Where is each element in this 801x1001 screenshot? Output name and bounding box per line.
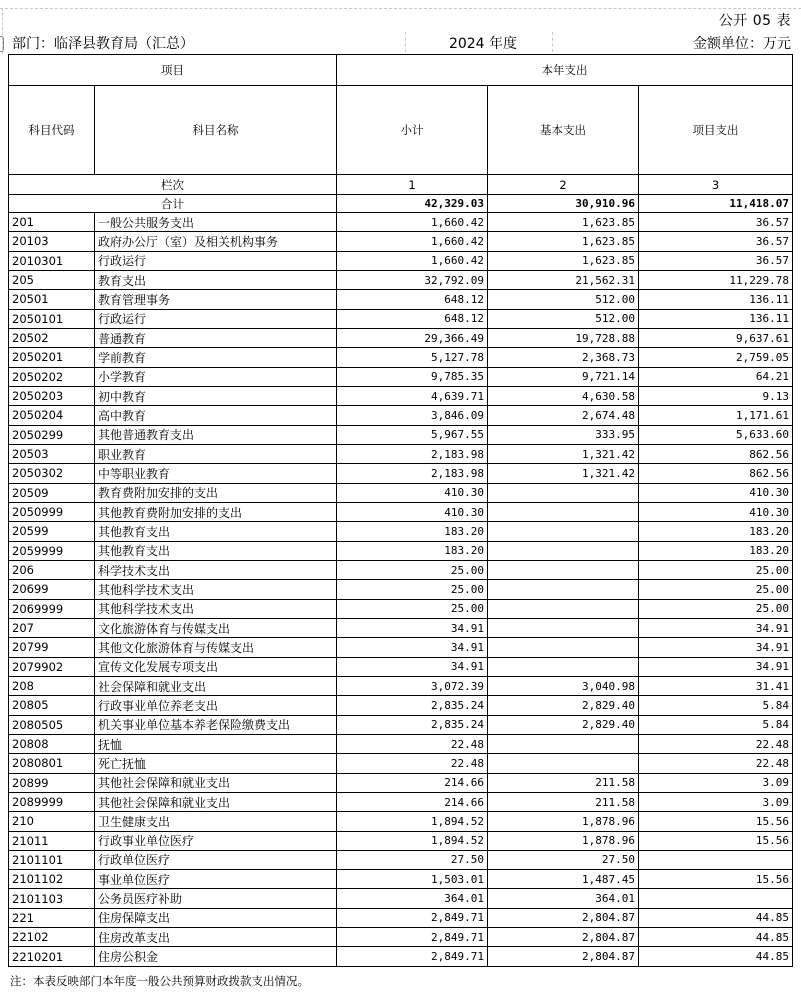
subtotal-cell: 410.30 xyxy=(337,483,488,502)
project-cell: 410.30 xyxy=(639,502,793,521)
table-row xyxy=(9,580,793,599)
subtotal-cell: 25.00 xyxy=(337,580,488,599)
subtotal-cell: 2,835.24 xyxy=(337,715,488,734)
basic-cell: 1,321.42 xyxy=(488,464,639,483)
project-cell: 34.91 xyxy=(639,657,793,676)
project-cell: 25.00 xyxy=(639,580,793,599)
table-row xyxy=(9,541,793,560)
subtotal-cell: 5,967.55 xyxy=(337,425,488,444)
subtotal-cell: 1,503.01 xyxy=(337,870,488,889)
subject-name-cell: 住房公积金 xyxy=(95,947,337,966)
subject-code-cell: 20899 xyxy=(9,773,95,792)
project-cell: 3.09 xyxy=(639,792,793,811)
subtotal-cell: 2,183.98 xyxy=(337,444,488,463)
meta-separator xyxy=(405,32,406,52)
project-cell: 2,759.05 xyxy=(639,348,793,367)
expense-table xyxy=(8,54,793,967)
basic-cell: 1,878.96 xyxy=(488,812,639,831)
subject-name-cell: 小学教育 xyxy=(95,367,337,386)
table-row xyxy=(9,870,793,889)
subject-name-cell: 其他文化旅游体育与传媒支出 xyxy=(95,638,337,657)
basic-cell: 1,878.96 xyxy=(488,831,639,850)
basic-cell: 4,630.58 xyxy=(488,386,639,405)
basic-cell xyxy=(488,580,639,599)
table-row xyxy=(9,270,793,289)
basic-cell xyxy=(488,483,639,502)
table-row xyxy=(9,908,793,927)
basic-cell: 2,804.87 xyxy=(488,947,639,966)
project-cell: 9.13 xyxy=(639,386,793,405)
basic-cell xyxy=(488,560,639,579)
subject-name-cell: 教育管理事务 xyxy=(95,290,337,309)
table-row xyxy=(9,425,793,444)
total-subtotal: 42,329.03 xyxy=(337,195,488,213)
project-cell: 11,229.78 xyxy=(639,270,793,289)
project-cell: 136.11 xyxy=(639,309,793,328)
table-row xyxy=(9,947,793,966)
subject-name-cell: 其他教育支出 xyxy=(95,541,337,560)
subject-code-cell: 20699 xyxy=(9,580,95,599)
subject-name-cell: 教育支出 xyxy=(95,270,337,289)
subject-code-cell: 201 xyxy=(9,213,95,232)
subject-code-cell: 2080505 xyxy=(9,715,95,734)
project-cell: 862.56 xyxy=(639,464,793,483)
basic-cell: 2,829.40 xyxy=(488,696,639,715)
table-row xyxy=(9,754,793,773)
project-cell: 1,171.61 xyxy=(639,406,793,425)
table-row xyxy=(9,618,793,637)
total-row xyxy=(9,195,793,213)
basic-cell: 1,623.85 xyxy=(488,213,639,232)
table-row xyxy=(9,367,793,386)
subject-name-cell: 其他科学技术支出 xyxy=(95,580,337,599)
project-cell: 44.85 xyxy=(639,928,793,947)
subject-name-cell: 社会保障和就业支出 xyxy=(95,676,337,695)
subtotal-cell: 34.91 xyxy=(337,618,488,637)
project-cell: 36.57 xyxy=(639,213,793,232)
subject-code-cell: 20103 xyxy=(9,232,95,251)
subject-name-cell: 其他科学技术支出 xyxy=(95,599,337,618)
table-row xyxy=(9,792,793,811)
basic-cell: 512.00 xyxy=(488,290,639,309)
table-row xyxy=(9,251,793,270)
subject-code-cell: 21011 xyxy=(9,831,95,850)
subtotal-cell: 4,639.71 xyxy=(337,386,488,405)
subject-name-cell: 行政运行 xyxy=(95,309,337,328)
subtotal-cell: 183.20 xyxy=(337,522,488,541)
table-row xyxy=(9,290,793,309)
year-label: 2024 年度 xyxy=(448,36,518,52)
subject-name-cell: 行政事业单位医疗 xyxy=(95,831,337,850)
subtotal-cell: 22.48 xyxy=(337,734,488,753)
basic-cell: 9,721.14 xyxy=(488,367,639,386)
subtotal-cell: 364.01 xyxy=(337,889,488,908)
basic-cell xyxy=(488,599,639,618)
table-row xyxy=(9,348,793,367)
subtotal-cell: 2,183.98 xyxy=(337,464,488,483)
subject-name-cell: 初中教育 xyxy=(95,386,337,405)
header-subject-code: 科目代码 xyxy=(9,86,95,175)
subject-code-cell: 2069999 xyxy=(9,599,95,618)
subject-code-cell: 22102 xyxy=(9,928,95,947)
subject-code-cell: 221 xyxy=(9,908,95,927)
table-row xyxy=(9,889,793,908)
header-current-expense: 本年支出 xyxy=(337,55,793,86)
table-row xyxy=(9,831,793,850)
subtotal-cell: 648.12 xyxy=(337,290,488,309)
subtotal-cell: 648.12 xyxy=(337,309,488,328)
table-row xyxy=(9,560,793,579)
subtotal-cell: 22.48 xyxy=(337,754,488,773)
table-row xyxy=(9,676,793,695)
table-row xyxy=(9,522,793,541)
subject-code-cell: 2050201 xyxy=(9,348,95,367)
project-cell xyxy=(639,850,793,869)
report-meta-row xyxy=(8,32,794,52)
table-row xyxy=(9,502,793,521)
table-row xyxy=(9,386,793,405)
table-row xyxy=(9,464,793,483)
subject-name-cell: 科学技术支出 xyxy=(95,560,337,579)
subject-name-cell: 公务员医疗补助 xyxy=(95,889,337,908)
subject-name-cell: 其他教育费附加安排的支出 xyxy=(95,502,337,521)
table-code-label: 公开 05 表 xyxy=(718,13,791,29)
basic-cell: 27.50 xyxy=(488,850,639,869)
project-cell: 36.57 xyxy=(639,251,793,270)
subtotal-cell: 27.50 xyxy=(337,850,488,869)
table-row xyxy=(9,599,793,618)
subject-name-cell: 中等职业教育 xyxy=(95,464,337,483)
table-row xyxy=(9,638,793,657)
subtotal-cell: 214.66 xyxy=(337,773,488,792)
project-cell: 34.91 xyxy=(639,618,793,637)
sheet-edge-marker xyxy=(0,36,4,52)
basic-cell: 512.00 xyxy=(488,309,639,328)
subject-code-cell: 210 xyxy=(9,812,95,831)
project-cell: 5,633.60 xyxy=(639,425,793,444)
subject-name-cell: 行政单位医疗 xyxy=(95,850,337,869)
table-row xyxy=(9,328,793,347)
subject-code-cell: 2101101 xyxy=(9,850,95,869)
project-cell: 862.56 xyxy=(639,444,793,463)
subject-name-cell: 住房保障支出 xyxy=(95,908,337,927)
subtotal-cell: 29,366.49 xyxy=(337,328,488,347)
total-basic: 30,910.96 xyxy=(488,195,639,213)
header-row-top xyxy=(9,55,793,86)
sheet-gridline-top xyxy=(0,8,801,9)
subject-code-cell: 2050999 xyxy=(9,502,95,521)
table-row xyxy=(9,406,793,425)
project-cell: 36.57 xyxy=(639,232,793,251)
subject-name-cell: 高中教育 xyxy=(95,406,337,425)
subject-code-cell: 207 xyxy=(9,618,95,637)
project-cell: 136.11 xyxy=(639,290,793,309)
header-subtotal: 小计 xyxy=(337,86,488,175)
basic-cell xyxy=(488,657,639,676)
basic-cell xyxy=(488,618,639,637)
project-cell xyxy=(639,889,793,908)
basic-cell: 2,674.48 xyxy=(488,406,639,425)
subtotal-cell: 1,894.52 xyxy=(337,831,488,850)
subject-code-cell: 2050202 xyxy=(9,367,95,386)
project-cell: 15.56 xyxy=(639,870,793,889)
column-index-row xyxy=(9,175,793,195)
subject-name-cell: 政府办公厅（室）及相关机构事务 xyxy=(95,232,337,251)
subtotal-cell: 34.91 xyxy=(337,657,488,676)
subject-code-cell: 2101102 xyxy=(9,870,95,889)
project-cell: 5.84 xyxy=(639,715,793,734)
header-basic: 基本支出 xyxy=(488,86,639,175)
project-cell: 410.30 xyxy=(639,483,793,502)
column-index-3: 3 xyxy=(639,175,793,195)
basic-cell: 2,829.40 xyxy=(488,715,639,734)
basic-cell: 1,487.45 xyxy=(488,870,639,889)
basic-cell: 1,623.85 xyxy=(488,232,639,251)
project-cell: 15.56 xyxy=(639,831,793,850)
subject-code-cell: 2101103 xyxy=(9,889,95,908)
subject-name-cell: 事业单位医疗 xyxy=(95,870,337,889)
subtotal-cell: 3,846.09 xyxy=(337,406,488,425)
subtotal-cell: 1,660.42 xyxy=(337,232,488,251)
subtotal-cell: 1,660.42 xyxy=(337,213,488,232)
subtotal-cell: 2,849.71 xyxy=(337,908,488,927)
subtotal-cell: 410.30 xyxy=(337,502,488,521)
subject-name-cell: 教育费附加安排的支出 xyxy=(95,483,337,502)
table-row xyxy=(9,850,793,869)
header-row-columns xyxy=(9,86,793,175)
table-row xyxy=(9,734,793,753)
project-cell: 5.84 xyxy=(639,696,793,715)
subject-code-cell: 20808 xyxy=(9,734,95,753)
subtotal-cell: 2,849.71 xyxy=(337,947,488,966)
project-cell: 9,637.61 xyxy=(639,328,793,347)
column-index-2: 2 xyxy=(488,175,639,195)
basic-cell xyxy=(488,541,639,560)
total-project: 11,418.07 xyxy=(639,195,793,213)
project-cell: 183.20 xyxy=(639,541,793,560)
subject-code-cell: 20509 xyxy=(9,483,95,502)
subject-code-cell: 20502 xyxy=(9,328,95,347)
subject-name-cell: 行政事业单位养老支出 xyxy=(95,696,337,715)
subject-code-cell: 20599 xyxy=(9,522,95,541)
table-row xyxy=(9,696,793,715)
subject-name-cell: 一般公共服务支出 xyxy=(95,213,337,232)
basic-cell: 364.01 xyxy=(488,889,639,908)
subject-code-cell: 2050203 xyxy=(9,386,95,405)
basic-cell: 211.58 xyxy=(488,792,639,811)
subject-name-cell: 学前教育 xyxy=(95,348,337,367)
subject-code-cell: 2050302 xyxy=(9,464,95,483)
subject-code-cell: 20799 xyxy=(9,638,95,657)
project-cell: 15.56 xyxy=(639,812,793,831)
header-subject-name: 科目名称 xyxy=(95,86,337,175)
project-cell: 64.21 xyxy=(639,367,793,386)
subject-name-cell: 其他普通教育支出 xyxy=(95,425,337,444)
basic-cell xyxy=(488,522,639,541)
project-cell: 44.85 xyxy=(639,908,793,927)
column-index-label: 栏次 xyxy=(9,175,337,195)
subject-name-cell: 死亡抚恤 xyxy=(95,754,337,773)
subtotal-cell: 1,660.42 xyxy=(337,251,488,270)
basic-cell: 19,728.88 xyxy=(488,328,639,347)
subtotal-cell: 34.91 xyxy=(337,638,488,657)
table-row xyxy=(9,812,793,831)
project-cell: 22.48 xyxy=(639,734,793,753)
basic-cell: 2,804.87 xyxy=(488,928,639,947)
basic-cell: 21,562.31 xyxy=(488,270,639,289)
subtotal-cell: 2,849.71 xyxy=(337,928,488,947)
subject-name-cell: 其他教育支出 xyxy=(95,522,337,541)
subject-name-cell: 住房改革支出 xyxy=(95,928,337,947)
table-row xyxy=(9,213,793,232)
subject-name-cell: 其他社会保障和就业支出 xyxy=(95,792,337,811)
basic-cell: 333.95 xyxy=(488,425,639,444)
footnote: 注：本表反映部门本年度一般公共预算财政拨款支出情况。 xyxy=(10,974,309,988)
project-cell: 25.00 xyxy=(639,560,793,579)
subtotal-cell: 25.00 xyxy=(337,560,488,579)
subject-name-cell: 职业教育 xyxy=(95,444,337,463)
subject-code-cell: 208 xyxy=(9,676,95,695)
subject-name-cell: 普通教育 xyxy=(95,328,337,347)
table-row xyxy=(9,773,793,792)
subject-code-cell: 2050101 xyxy=(9,309,95,328)
column-index-1: 1 xyxy=(337,175,488,195)
basic-cell xyxy=(488,754,639,773)
table-row xyxy=(9,483,793,502)
subject-code-cell: 2080801 xyxy=(9,754,95,773)
subject-code-cell: 20805 xyxy=(9,696,95,715)
table-row xyxy=(9,444,793,463)
table-row xyxy=(9,232,793,251)
subject-code-cell: 2210201 xyxy=(9,947,95,966)
basic-cell: 3,040.98 xyxy=(488,676,639,695)
subject-name-cell: 文化旅游体育与传媒支出 xyxy=(95,618,337,637)
subject-code-cell: 205 xyxy=(9,270,95,289)
basic-cell: 2,804.87 xyxy=(488,908,639,927)
basic-cell: 1,623.85 xyxy=(488,251,639,270)
subject-code-cell: 2050204 xyxy=(9,406,95,425)
project-cell: 22.48 xyxy=(639,754,793,773)
subtotal-cell: 214.66 xyxy=(337,792,488,811)
subject-name-cell: 卫生健康支出 xyxy=(95,812,337,831)
subject-name-cell: 机关事业单位基本养老保险缴费支出 xyxy=(95,715,337,734)
project-cell: 34.91 xyxy=(639,638,793,657)
project-cell: 31.41 xyxy=(639,676,793,695)
subject-name-cell: 宣传文化发展专项支出 xyxy=(95,657,337,676)
subject-code-cell: 2059999 xyxy=(9,541,95,560)
project-cell: 25.00 xyxy=(639,599,793,618)
table-row xyxy=(9,657,793,676)
subtotal-cell: 5,127.78 xyxy=(337,348,488,367)
subject-name-cell: 其他社会保障和就业支出 xyxy=(95,773,337,792)
subject-code-cell: 2050299 xyxy=(9,425,95,444)
subject-code-cell: 206 xyxy=(9,560,95,579)
subtotal-cell: 1,894.52 xyxy=(337,812,488,831)
basic-cell xyxy=(488,638,639,657)
total-label: 合计 xyxy=(9,195,337,213)
subtotal-cell: 9,785.35 xyxy=(337,367,488,386)
subject-code-cell: 2010301 xyxy=(9,251,95,270)
header-project: 项目支出 xyxy=(639,86,793,175)
project-cell: 183.20 xyxy=(639,522,793,541)
subtotal-cell: 32,792.09 xyxy=(337,270,488,289)
subtotal-cell: 25.00 xyxy=(337,599,488,618)
basic-cell: 1,321.42 xyxy=(488,444,639,463)
subject-name-cell: 行政运行 xyxy=(95,251,337,270)
subject-name-cell: 抚恤 xyxy=(95,734,337,753)
subtotal-cell: 3,072.39 xyxy=(337,676,488,695)
unit-label: 金额单位：万元 xyxy=(693,36,791,52)
subtotal-cell: 2,835.24 xyxy=(337,696,488,715)
department-label: 部门：临泽县教育局（汇总） xyxy=(12,36,194,52)
basic-cell: 211.58 xyxy=(488,773,639,792)
project-cell: 44.85 xyxy=(639,947,793,966)
project-cell: 3.09 xyxy=(639,773,793,792)
header-item: 项目 xyxy=(9,55,337,86)
table-row xyxy=(9,715,793,734)
subtotal-cell: 183.20 xyxy=(337,541,488,560)
subject-code-cell: 2079902 xyxy=(9,657,95,676)
subject-code-cell: 2089999 xyxy=(9,792,95,811)
table-row xyxy=(9,309,793,328)
subject-code-cell: 20501 xyxy=(9,290,95,309)
basic-cell: 2,368.73 xyxy=(488,348,639,367)
basic-cell xyxy=(488,502,639,521)
table-row xyxy=(9,928,793,947)
basic-cell xyxy=(488,734,639,753)
subject-code-cell: 20503 xyxy=(9,444,95,463)
meta-separator xyxy=(552,32,553,52)
